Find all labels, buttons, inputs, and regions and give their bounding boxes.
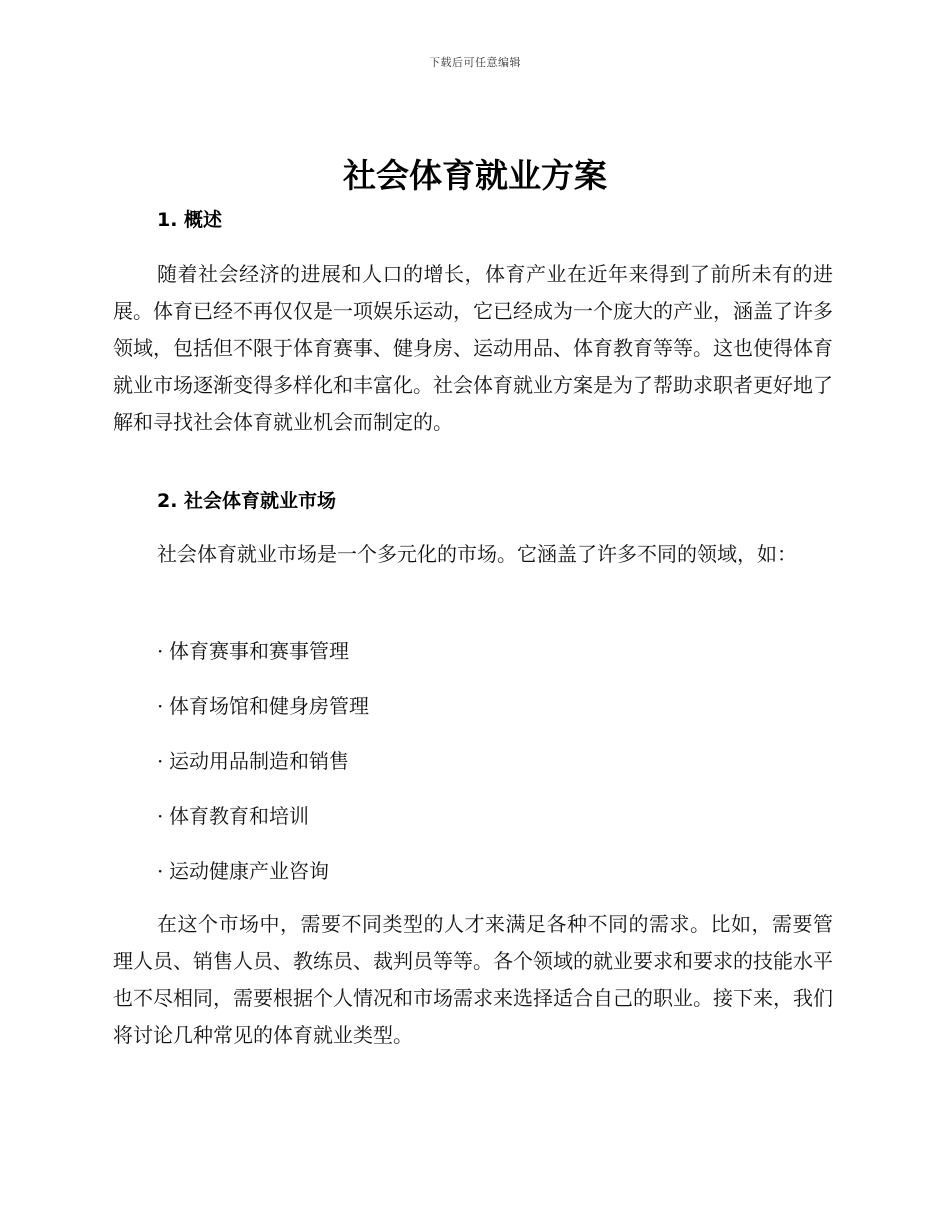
bullet-marker: ·	[157, 694, 164, 718]
list-item-text: 运动用品制造和销售	[169, 749, 349, 773]
list-item	[157, 857, 329, 885]
bullet-marker: ·	[157, 639, 164, 663]
section-2-closing: 在这个市场中，需要不同类型的人才来满足各种不同的需求。比如，需要管理人员、销售人员、教练员、裁判员等等。各个领域的就业要求和要求的技能水平也不尽相同，需要根据个人情况和市场需求来选择适合自己的职业。接下来，我们将讨论几种常见的体育就业类型。	[113, 912, 833, 1047]
bullet-marker: ·	[157, 804, 164, 828]
list-item-text: 体育赛事和赛事管理	[169, 639, 349, 663]
list-item-text: 运动健康产业咨询	[169, 859, 329, 883]
header-note: 下载后可任意编辑	[429, 56, 521, 69]
list-item-text: 体育教育和培训	[169, 804, 309, 828]
list-item-text: 体育场馆和健身房管理	[169, 694, 369, 718]
list-item	[157, 747, 349, 775]
list-item	[157, 692, 369, 720]
document-title: 社会体育就业方案	[343, 156, 607, 195]
section-1-paragraph: 随着社会经济的进展和人口的增长，体育产业在近年来得到了前所未有的进展。体育已经不再仅仅是一项娱乐运动，它已经成为一个庞大的产业，涵盖了许多领域，包括但不限于体育赛事、健身房、运动用品、体育教育等等。这也使得体育就业市场逐渐变得多样化和丰富化。社会体育就业方案是为了帮助求职者更好地了解和寻找社会体育就业机会而制定的。	[113, 262, 833, 434]
list-item	[157, 802, 309, 830]
bullet-marker: ·	[157, 859, 164, 883]
section-2-heading: 2. 社会体育就业市场	[157, 490, 337, 512]
list-item	[157, 637, 349, 665]
section-1-heading: 1. 概述	[157, 209, 223, 231]
bullet-marker: ·	[157, 749, 164, 773]
section-2-intro: 社会体育就业市场是一个多元化的市场。它涵盖了许多不同的领域，如：	[157, 542, 797, 566]
